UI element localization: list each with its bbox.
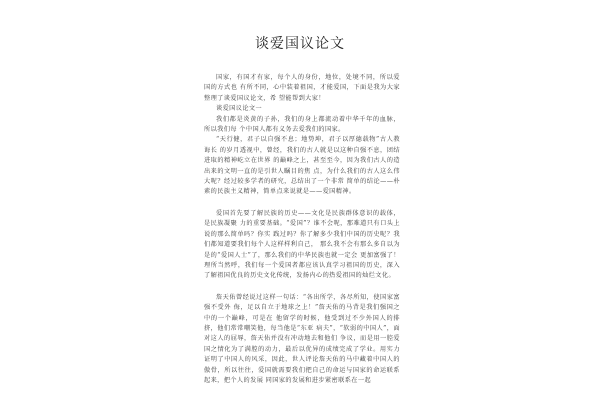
body-paragraph: “天行健，君子以自强不息；地势坤，君子以厚德载物”古人教诲长 的岁月透视中，曾经，我们的古人就是以这种自强不息，团结进取的精神屹立在世界 的巅峰之上，甚至至今，因为我们古人的造出来的文明一直的是引世人瞩目的焦 点，为什么我们的古人这么伟大呢？经过较多学者的研究，总结出了一个非常 简单的结论——朴素的民族主义精神，简单点来说就是——爱国精神。 [204, 136, 400, 196]
body-paragraph: 我们都是炎黄的子孙，我们的身上都流动着中华千年的血脉，所以我们每 个中国人都有义务去爱我们的国家。 [204, 115, 400, 134]
section-heading: 谈爱国议论文一 [216, 105, 263, 113]
document-title: 谈爱国议论文 [255, 36, 345, 52]
paragraph-gap [204, 198, 400, 209]
document-body [204, 73, 400, 386]
paragraph-gap [204, 282, 400, 293]
body-paragraph: 詹天佑曾经说过这样一句话：“各出所学，各尽所知，使国家富强不受外 侮，足以自立于地球之上！”詹天佑的马背是我们强国之中的一个巅峰，可是在 他留学的时候，他受到过不少外国人的排挤，他们常常嘲笑他，每当他是“东亚 病夫”，“软弱的中国人”，面对这人的屈辱，詹天佑并没有冲动地去和他们 争议，而是用一腔爱国之情化为了满腔的动力，最后以优异的成绩完成了学业。用实力证明了中国人的风采，因此，世人评论詹天佑的马中藏着中国人的傲骨，所以往往，爱国就需要我们把自己的命运与国家的命运联系起来，把个人的发展 同国家的发展和进步紧密联系在一起 [204, 293, 400, 384]
body-paragraph: 爱国首先要了解民族的历史——文化是民族群体意识的载体，是民族凝聚 力的重要基础。“爱国”？谁不会呢，那难道只有口头上说的那么简单吗？你实 践过吗？你了解多少我们中国的历史呢？我们都知道要我们每个人这样样利自己， 那么我不会有那么多自以为是的“爱国人士”了，那么我们的中华民族也就一定会 更加富强了！理所当然呼，我们每一个爱国者都应该认真学习祖国的历史，深入 了解祖国优良的历史文化传统，发扬内心的热爱祖国的灿烂文化。 [204, 209, 400, 280]
intro-paragraph: 国家，有国才有家，每个人的身份，地位，处境不同，所以爱国的方式也 有所不同，心中装着祖国，才能爱国，下面是我为大家整理了谈爱国议论文，希 望能帮到大家！ [204, 74, 400, 102]
